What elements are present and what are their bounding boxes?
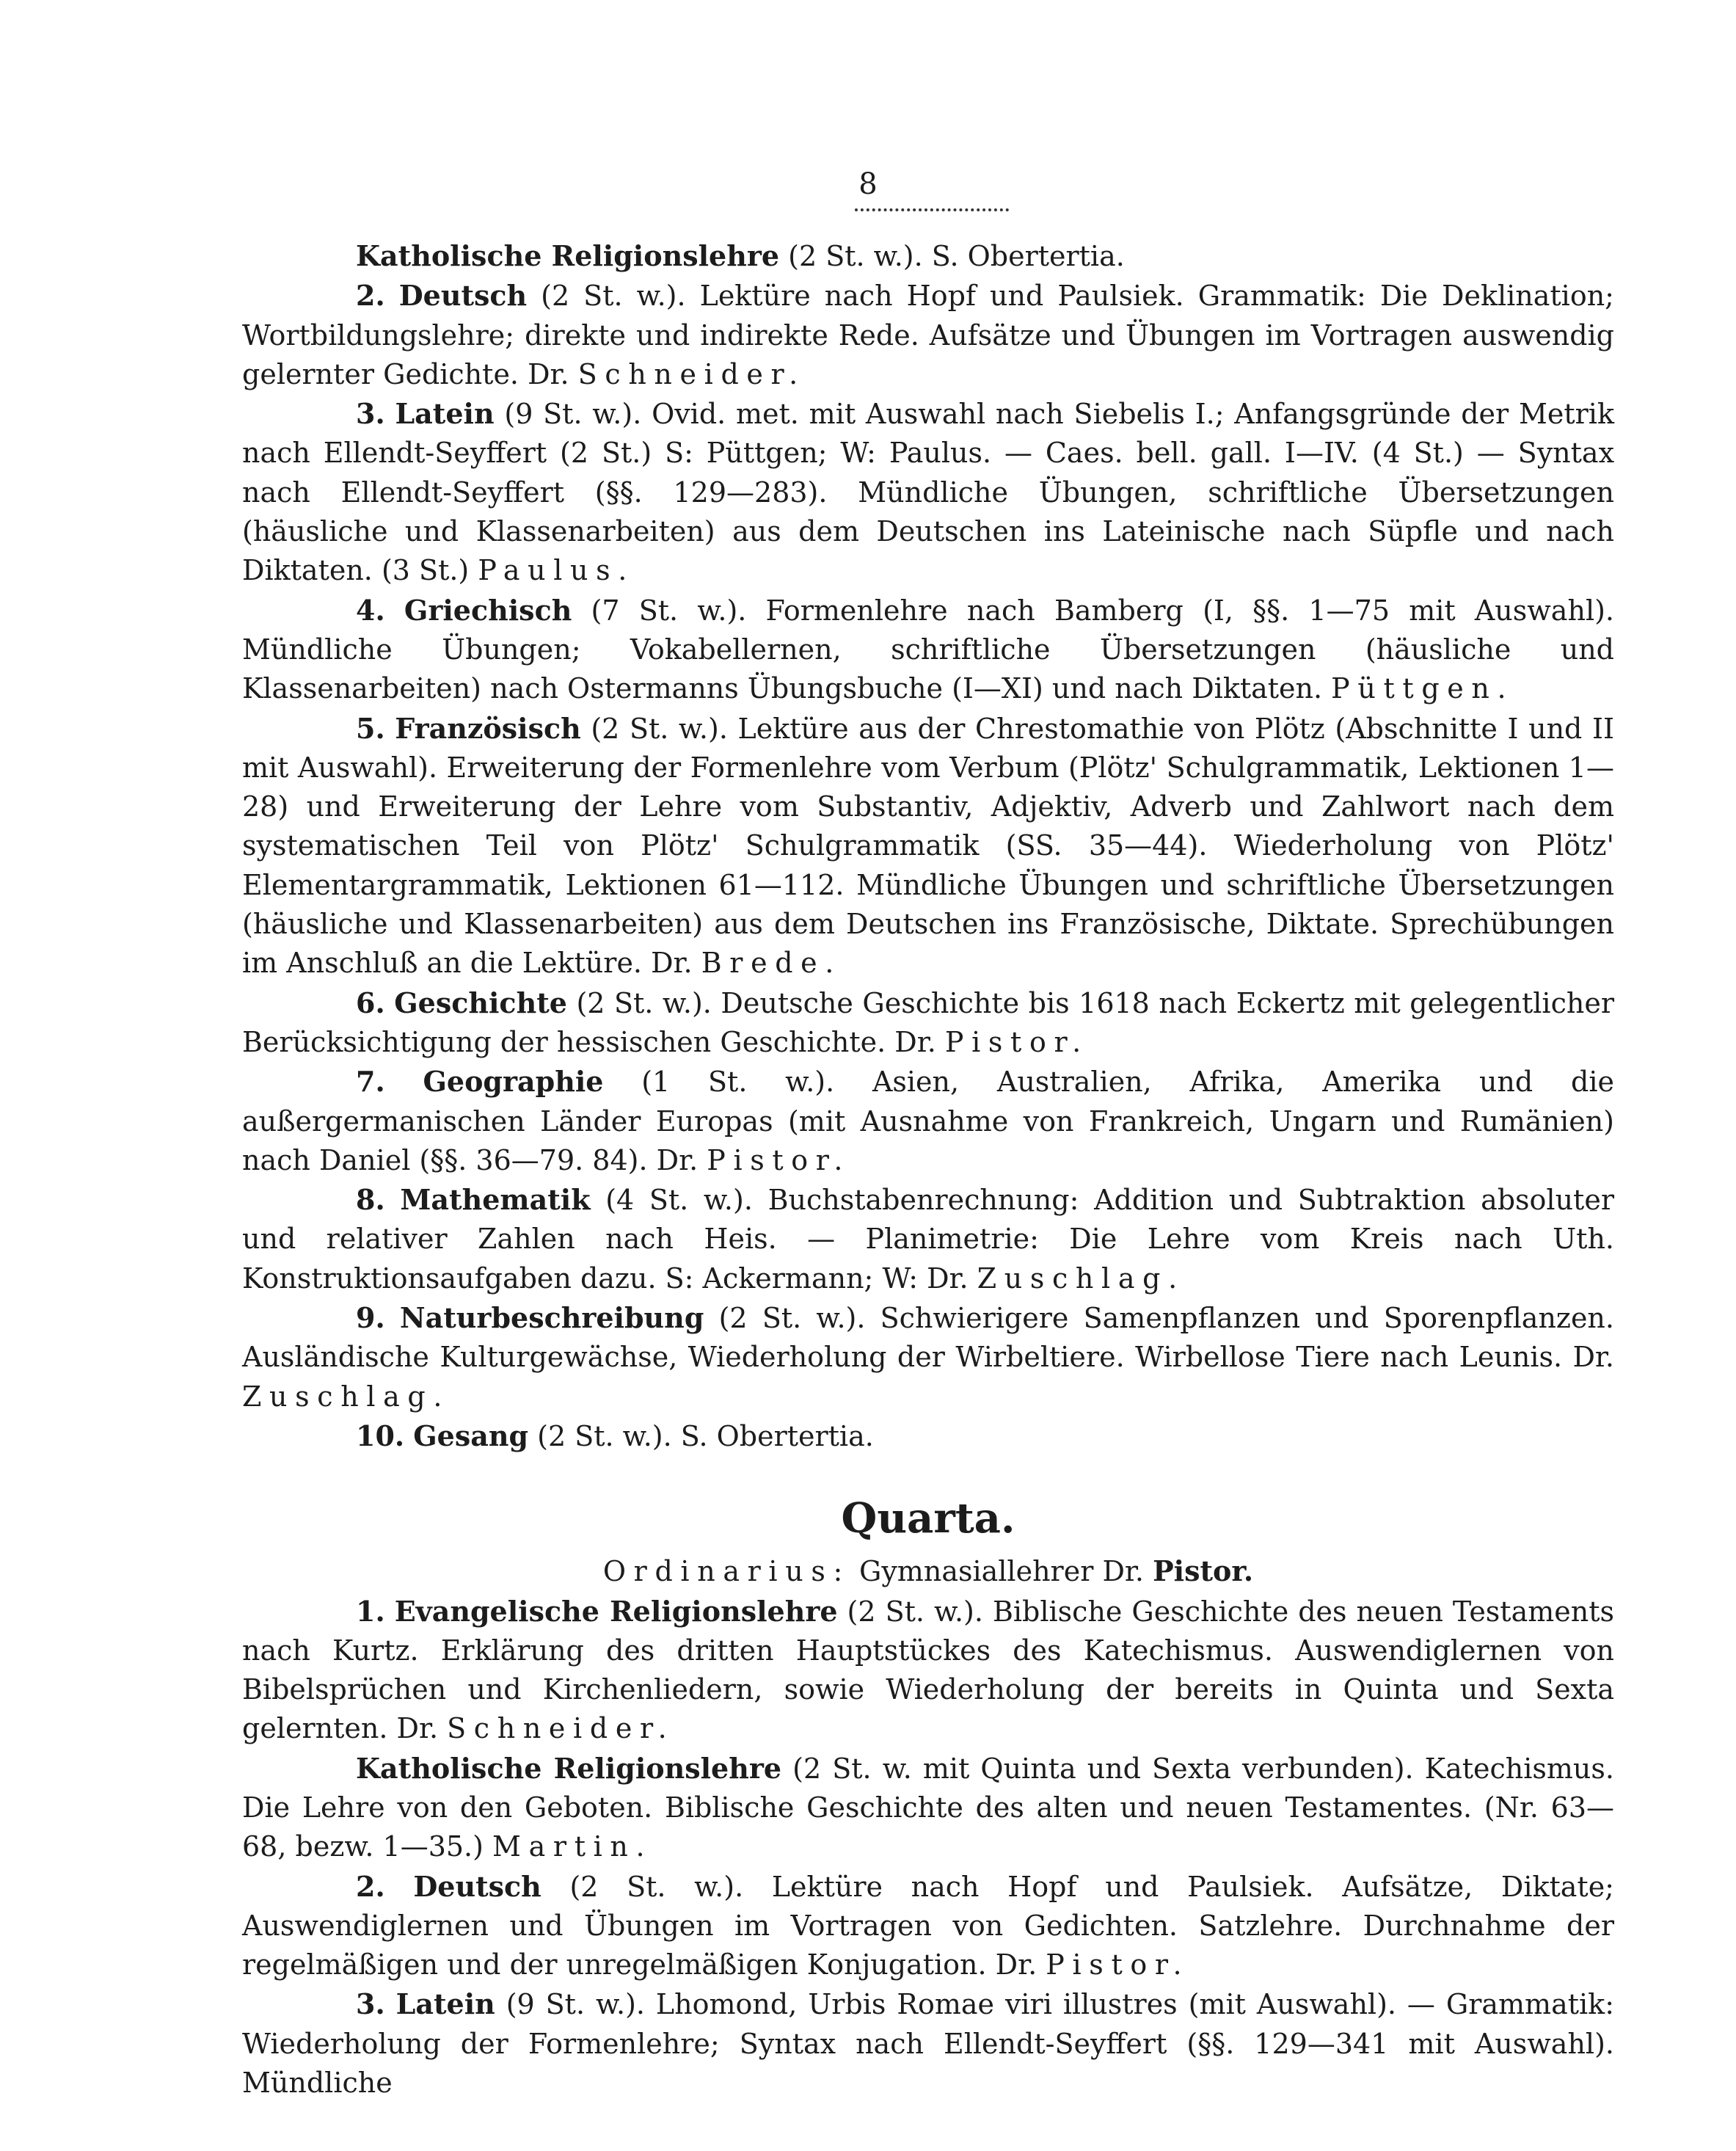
section-text: (2 St. w.). S. Obertertia.: [528, 1419, 874, 1452]
subject-title: Katholische Religionslehre: [356, 239, 780, 272]
teacher-name: Pistor.: [1046, 1948, 1190, 1981]
teacher-name: Schneider.: [447, 1712, 675, 1745]
subject-title: Deutsch: [398, 279, 528, 313]
section-number: 10.: [356, 1419, 405, 1452]
section-number: 9.: [356, 1301, 385, 1335]
subject-title: Geographie: [423, 1065, 604, 1099]
ordinarius-name: Pistor.: [1153, 1554, 1254, 1588]
section-deutsch-quarta: [242, 1867, 1614, 1985]
subject-title: Mathematik: [400, 1183, 591, 1217]
teacher-name: Paulus.: [478, 554, 635, 587]
section-number: 2.: [356, 1869, 385, 1903]
section-latein: [242, 394, 1614, 590]
section-text: (2 St. w.). Biblische Geschichte des neuen Testaments nach Kurtz. Erklärung des dritten Hauptstückes des Katechismus. Auswendiglernen von Bibelsprüchen und Kirchenliedern, sowie Wiederholung der bereits in Quinta und Sexta gelernten. Dr.: [242, 1595, 1615, 1745]
subject-title: Naturbeschreibung: [399, 1301, 704, 1335]
teacher-name: Martin.: [492, 1830, 653, 1863]
section-number: 6.: [356, 986, 385, 1019]
section-number: 3.: [356, 1987, 385, 2021]
section-text: (1 St. w.). Asien, Australien, Afrika, Amerika und die außergermanischen Länder Europas (mit Ausnahme von Frankreich, Ungarn und Rumänien) nach Daniel (§§. 36—79. 84). Dr.: [242, 1066, 1614, 1176]
subject-title: Evangelische Religionslehre: [394, 1594, 838, 1628]
section-text: (2 St. w.). S. Obertertia.: [779, 240, 1125, 272]
ordinarius-text: Gymnasiallehrer Dr.: [850, 1555, 1153, 1588]
section-geographie: [242, 1062, 1614, 1180]
subject-title: Latein: [395, 1987, 495, 2021]
subject-title: Geschichte: [394, 986, 567, 1019]
section-text: (4 St. w.). Buchstabenrechnung: Addition und Subtraktion absoluter und relativer Zahlen nach Heis. — Planimetrie: Die Lehre vom Kreis nach Uth. Konstruktionsaufgaben dazu. S: Ackermann; W: Dr.: [242, 1184, 1614, 1295]
section-text: (2 St. w.). Lektüre nach Hopf und Paulsiek. Grammatik: Die Deklination; Wortbildungslehre; direkte und indirekte Rede. Aufsätze und Übungen im Vortragen auswendig gelernter Gedichte. Dr.: [242, 280, 1614, 390]
subject-title: Latein: [395, 397, 495, 431]
section-text: (2 St. w.). Schwierigere Samenpflanzen und Sporenpflanzen. Ausländische Kulturgewächse, Wiederholung der Wirbeltiere. Wirbellose Tiere nach Leunis. Dr.: [242, 1302, 1614, 1374]
teacher-name: Püttgen.: [1331, 672, 1514, 705]
section-number: 5.: [356, 711, 385, 745]
section-text: (2 St. w.). Deutsche Geschichte bis 1618 nach Eckertz mit gelegentlicher Berücksichtigung der hessischen Geschichte. Dr.: [242, 986, 1614, 1058]
section-text: (9 St. w.). Lhomond, Urbis Romae viri illustres (mit Auswahl). — Grammatik: Wiederholung der Formenlehre; Syntax nach Ellendt-Seyffert (§§. 129—341 mit Auswahl). Mündliche: [242, 1988, 1614, 2100]
section-number: 2.: [356, 279, 385, 313]
section-text: (2 St. w.). Lektüre aus der Chrestomathie von Plötz (Abschnitte I und II mit Auswahl). Erweiterung der Formenlehre vom Verbum (Plötz' Schulgrammatik, Lektionen 1—28) und Erweiterung der Lehre vom Substantiv, Adjektiv, Adverb und Zahlwort nach dem systematischen Teil von Plötz' Schulgrammatik (SS. 35—44). Wiederholung von Plötz' Elementargrammatik, Lektionen 61—112. Mündliche Übungen und schriftliche Übersetzungen (häusliche und Klassenarbeiten) aus dem Deutschen ins Französische, Diktate. Sprechübungen im Anschluß an die Lektüre. Dr.: [242, 712, 1614, 980]
section-number: 3.: [356, 397, 385, 431]
subject-title: Katholische Religionslehre: [356, 1751, 782, 1785]
section-naturbeschreibung: [242, 1298, 1614, 1416]
section-text: (2 St. w.). Lektüre nach Hopf und Paulsiek. Aufsätze, Diktate; Auswendiglernen und Übungen im Vortragen von Gedichten. Satzlehre. Durchnahme der regelmäßigen und der unregelmäßigen Konjugation. Dr.: [242, 1870, 1614, 1981]
teacher-name: Zuschlag.: [977, 1262, 1185, 1295]
section-latein-quarta: [242, 1984, 1614, 2103]
section-text: (9 St. w.). Ovid. met. mit Auswahl nach Siebelis I.; Anfangsgründe der Metrik nach Ellendt-Seyffert (2 St.) S: Püttgen; W: Paulus. — Caes. bell. gall. I—IV. (4 St.) — Syntax nach Ellendt-Seyffert (§§. 129—283). Mündliche Übungen, schriftliche Übersetzungen (häusliche und Klassenarbeiten) aus dem Deutschen ins Lateinische nach Süpfle und nach Diktaten. (3 St.): [242, 398, 1614, 587]
section-katholische-religionslehre: [242, 236, 1614, 276]
document-body: [242, 236, 1614, 2103]
page-number: 8: [858, 167, 878, 201]
subject-title: Deutsch: [413, 1869, 541, 1903]
ornamental-rule: [855, 208, 1009, 211]
section-text: (7 St. w.). Formenlehre nach Bamberg (I, §§. 1—75 mit Auswahl). Mündliche Übungen; Vokabellernen, schriftliche Übersetzungen (häusliche und Klassenarbeiten) nach Ostermanns Übungsbuche (I—XI) und nach Diktaten.: [242, 594, 1614, 705]
section-griechisch: [242, 591, 1614, 709]
section-number: 8.: [356, 1183, 385, 1217]
section-mathematik: [242, 1180, 1614, 1298]
section-gesang: [242, 1416, 1614, 1456]
section-katholische-religionslehre-quarta: [242, 1749, 1614, 1867]
teacher-name: Pistor.: [944, 1025, 1089, 1058]
section-number: 4.: [356, 593, 385, 627]
subject-title: Französisch: [395, 711, 581, 745]
section-number: 7.: [356, 1065, 385, 1099]
section-text: (2 St. w. mit Quinta und Sexta verbunden). Katechismus. Die Lehre von den Geboten. Biblische Geschichte des alten und neuen Testamentes. (Nr. 63—68, bezw. 1—35.): [242, 1752, 1614, 1863]
teacher-name: Zuschlag.: [242, 1380, 451, 1413]
section-number: 1.: [356, 1594, 385, 1628]
ordinarius-line: [242, 1551, 1614, 1591]
section-evangelische-religionslehre: [242, 1592, 1614, 1749]
section-franzoesisch: [242, 709, 1614, 983]
subject-title: Gesang: [413, 1419, 529, 1452]
teacher-name: Schneider.: [577, 357, 806, 390]
section-deutsch: [242, 276, 1614, 394]
class-heading-quarta: Quarta.: [841, 1494, 1015, 1543]
ordinarius-label: Ordinarius:: [602, 1555, 850, 1588]
teacher-name: Pistor.: [707, 1143, 851, 1176]
subject-title: Griechisch: [404, 593, 572, 627]
teacher-name: Brede.: [701, 947, 842, 980]
section-geschichte: [242, 983, 1614, 1063]
